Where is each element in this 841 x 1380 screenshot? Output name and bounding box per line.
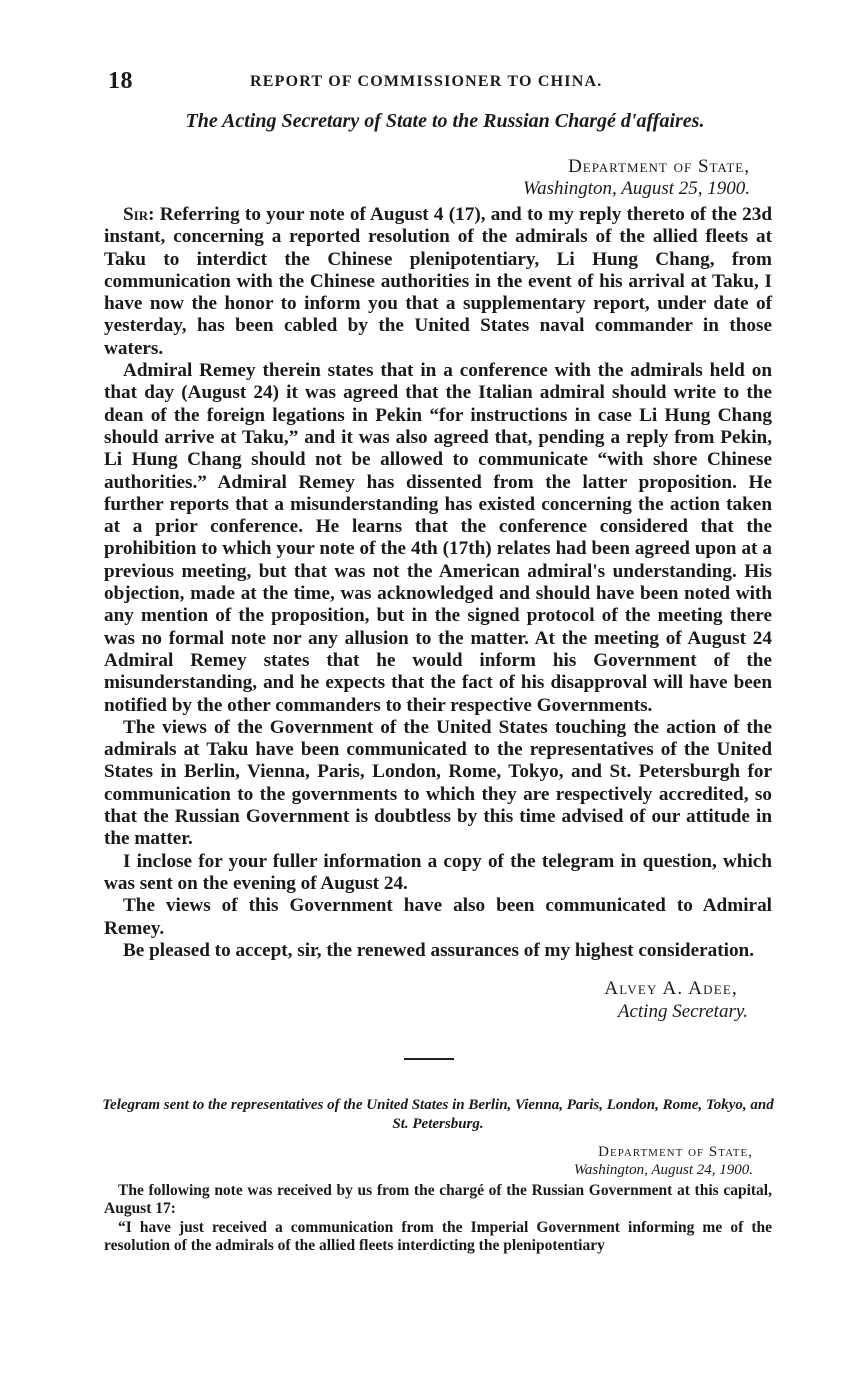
paragraph-text: Referring to your note of August 4 (17), and to my reply thereto of the 23d instant, concerning a reported resolution of the admirals of the allied fleets at Taku to interdict the Chinese plenipotentiary, Li Hung Chang, from communication with the Chinese authorities in the event of his arrival at Taku, I have now the honor to inform you that a supplementary report, under date of yesterday, has been cabled by the United States naval commander in those waters. bbox=[104, 204, 772, 359]
telegram-dateline bbox=[100, 1143, 753, 1179]
paragraph: Be pleased to accept, sir, the renewed assurances of my highest consideration. bbox=[123, 939, 755, 961]
dateline-place-date: Washington, August 25, 1900. bbox=[523, 178, 750, 199]
paragraph: “I have just received a communication from the Imperial Government informing me of the resolution of the admirals of the allied fleets interdicting the plenipotentiary bbox=[104, 1218, 772, 1255]
salutation: Sir: bbox=[123, 204, 155, 225]
dateline-department: Department of State, bbox=[598, 1144, 753, 1160]
page-number: 18 bbox=[108, 68, 133, 94]
paragraph: The views of this Government have also been communicated to Admiral Remey. bbox=[104, 895, 772, 939]
letter-heading: The Acting Secretary of State to the Russian Chargé d'affaires. bbox=[185, 110, 705, 132]
signatory-title: Acting Secretary. bbox=[617, 1001, 748, 1022]
running-head: REPORT OF COMMISSIONER TO CHINA. bbox=[250, 73, 603, 90]
letter-body bbox=[104, 204, 772, 962]
telegram-heading: Telegram sent to the representatives of the United States in Berlin, Vienna, Paris, London, Rome, Tokyo, and St. Petersburg. bbox=[102, 1097, 774, 1132]
signatory-name: Alvey A. Adee, bbox=[604, 978, 738, 999]
dateline-place-date: Washington, August 24, 1900. bbox=[573, 1162, 753, 1178]
signature-block bbox=[100, 977, 748, 1023]
section-divider bbox=[404, 1058, 454, 1060]
telegram-body bbox=[104, 1182, 772, 1256]
dateline-department: Department of State, bbox=[568, 156, 750, 177]
paragraph: The following note was received by us from the chargé of the Russian Government at this capital, August 17: bbox=[104, 1182, 772, 1218]
paragraph bbox=[104, 204, 772, 360]
letter-dateline bbox=[100, 156, 750, 200]
paragraph: The views of the Government of the United States touching the action of the admirals at Taku have been communicated to the representatives of the United States in Berlin, Vienna, Paris, London, Rome, Tokyo, and St. Petersburgh for communication to the governments to which they are respectively accredited, so that the Russian Government is doubtless by this time advised of our attitude in the matter. bbox=[104, 716, 772, 850]
paragraph: Admiral Remey therein states that in a conference with the admirals held on that day (August 24) it was agreed that the Italian admiral should write to the dean of the foreign legations in Pekin “for instructions in case Li Hung Chang should arrive at Taku,” and it was also agreed that, pending a reply from Pekin, Li Hung Chang should not be allowed to communicate “with shore Chinese authorities.” Admiral Remey has dissented from the latter proposition. He further reports that a misunderstanding has existed concerning the action taken at a prior conference. He learns that the conference considered that the prohibition to which your note of the 4th (17th) relates had been agreed upon at a previous meeting, but that was not the American admiral's understanding. His objection, made at the time, was acknowledged and should have been noted with any mention of the proposition, but in the signed protocol of the meeting there was no formal note nor any allusion to the matter. At the meeting of August 24 Admiral Remey states that he would inform his Government of the misunderstanding, and he expects that the fact of his disapproval will have been notified by the other commanders to their respective Governments. bbox=[104, 360, 772, 716]
paragraph: I inclose for your fuller information a copy of the telegram in question, which was sent on the evening of August 24. bbox=[104, 850, 772, 894]
